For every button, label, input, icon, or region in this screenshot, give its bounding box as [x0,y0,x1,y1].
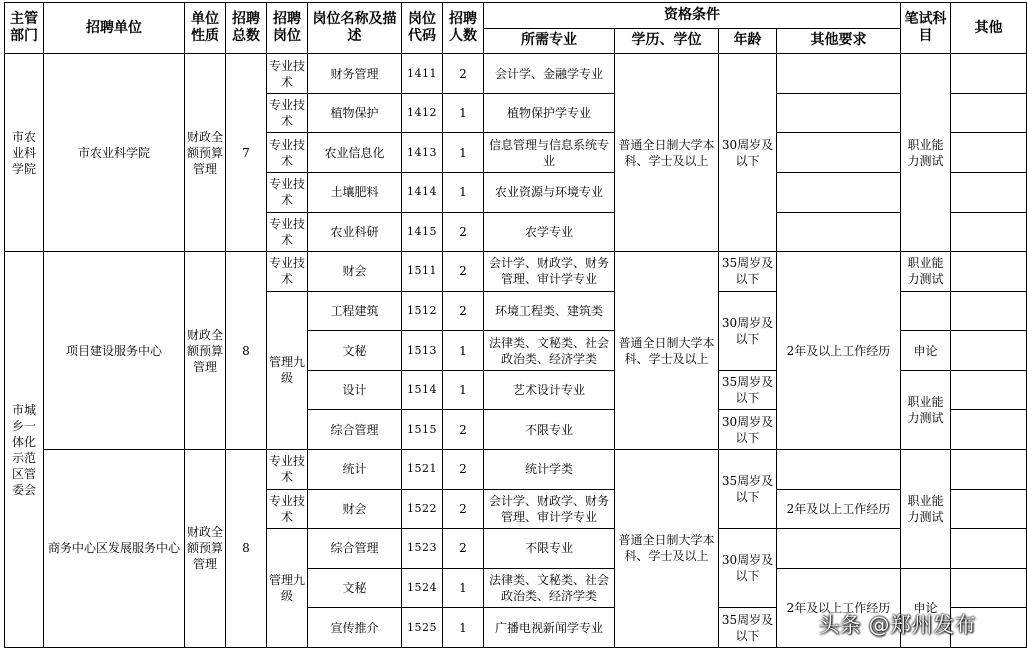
other-cell [951,133,1027,173]
age-cell: 35周岁及以下 [719,449,777,528]
major-cell: 法律类、文秘类、社会政治类、经济学类 [484,331,615,371]
age-cell: 30周岁及以下 [719,410,777,450]
total-cell: 8 [226,449,267,647]
header-nature: 单位性质 [185,3,226,54]
post-type-cell: 专业技术 [267,489,308,529]
header-count: 招聘人数 [443,3,484,54]
nature-cell: 财政全额预算管理 [185,252,226,450]
table-row [5,252,1027,292]
post-name-cell: 文秘 [308,568,402,608]
header-qualifications: 资格条件 [484,3,901,29]
count-cell: 2 [443,449,484,489]
post-name-cell: 财会 [308,489,402,529]
exam-cell: 职业能力测试 [901,252,951,292]
major-cell: 信息管理与信息系统专业 [484,133,615,173]
post-type-cell: 专业技术 [267,252,308,292]
other-req-cell: 2年及以上工作经历 [777,252,901,450]
unit-cell: 商务中心区发展服务中心 [44,449,185,647]
post-type-cell: 管理九级 [267,291,308,449]
age-cell: 35周岁及以下 [719,370,777,410]
major-cell: 不限专业 [484,529,615,569]
header-degree: 学历、学位 [615,28,719,54]
other-cell [951,529,1027,569]
major-cell: 环境工程类、建筑类 [484,291,615,331]
header-other: 其他 [951,3,1027,54]
other-req-cell [777,212,901,252]
major-cell: 法律类、文秘类、社会政治类、经济学类 [484,568,615,608]
post-code-cell: 1522 [402,489,443,529]
count-cell: 1 [443,568,484,608]
count-cell: 2 [443,212,484,252]
post-type-cell: 专业技术 [267,449,308,489]
post-code-cell: 1524 [402,568,443,608]
dept-cell: 市城乡一体化示范区管委会 [5,252,44,648]
count-cell: 2 [443,489,484,529]
header-other-req: 其他要求 [777,28,901,54]
unit-cell: 市农业科学院 [44,54,185,252]
post-code-cell: 1514 [402,370,443,410]
post-type-cell: 专业技术 [267,133,308,173]
major-cell: 植物保护学专业 [484,93,615,133]
other-req-cell [777,529,901,569]
count-cell: 1 [443,370,484,410]
post-code-cell: 1415 [402,212,443,252]
other-cell [951,93,1027,133]
exam-cell [901,291,951,331]
major-cell: 会计学、财政学、财务管理、审计学专业 [484,252,615,292]
other-cell [951,331,1027,371]
post-code-cell: 1412 [402,93,443,133]
nature-cell: 财政全额预算管理 [185,449,226,647]
header-exam: 笔试科目 [901,3,951,54]
header-post-type: 招聘岗位 [267,3,308,54]
degree-cell: 普通全日制大学本科、学士及以上 [615,252,719,450]
post-name-cell: 农业信息化 [308,133,402,173]
other-cell [951,410,1027,450]
header-unit: 招聘单位 [44,3,185,54]
header-age: 年龄 [719,28,777,54]
header-dept: 主管部门 [5,3,44,54]
post-code-cell: 1413 [402,133,443,173]
other-cell [951,568,1027,608]
other-req-cell [777,173,901,213]
count-cell: 2 [443,529,484,569]
degree-cell: 普通全日制大学本科、学士及以上 [615,449,719,647]
post-name-cell: 植物保护 [308,93,402,133]
other-cell [951,173,1027,213]
major-cell: 艺术设计专业 [484,370,615,410]
count-cell: 2 [443,54,484,94]
header-major: 所需专业 [484,28,615,54]
header-row-1 [5,3,1027,29]
age-cell: 35周岁及以下 [719,252,777,292]
exam-cell: 职业能力测试 [901,54,951,252]
count-cell: 2 [443,291,484,331]
post-code-cell: 1521 [402,449,443,489]
other-req-cell [777,449,901,489]
other-req-cell [777,133,901,173]
other-cell [951,252,1027,292]
count-cell: 2 [443,410,484,450]
other-cell [951,54,1027,94]
major-cell: 农业资源与环境专业 [484,173,615,213]
exam-cell: 申论 [901,568,951,647]
post-type-cell: 专业技术 [267,93,308,133]
recruitment-table [4,2,1027,648]
major-cell: 广播电视新闻学专业 [484,608,615,648]
post-name-cell: 土壤肥料 [308,173,402,213]
other-cell [951,449,1027,489]
post-name-cell: 设计 [308,370,402,410]
header-post-code: 岗位代码 [402,3,443,54]
other-cell [951,370,1027,410]
total-cell: 8 [226,252,267,450]
major-cell: 会计学、财政学、财务管理、审计学专业 [484,489,615,529]
post-type-cell: 专业技术 [267,173,308,213]
post-name-cell: 综合管理 [308,410,402,450]
nature-cell: 财政全额预算管理 [185,54,226,252]
other-req-cell: 2年及以上工作经历 [777,568,901,647]
age-cell: 35周岁及以下 [719,608,777,648]
major-cell: 农学专业 [484,212,615,252]
exam-cell: 职业能力测试 [901,449,951,568]
post-name-cell: 财会 [308,252,402,292]
other-req-cell [777,54,901,94]
table-row [5,54,1027,94]
post-code-cell: 1523 [402,529,443,569]
major-cell: 不限专业 [484,410,615,450]
post-name-cell: 财务管理 [308,54,402,94]
age-cell: 30周岁及以下 [719,529,777,608]
age-cell: 30周岁及以下 [719,291,777,370]
age-cell: 30周岁及以下 [719,54,777,252]
table-row [5,449,1027,489]
post-name-cell: 文秘 [308,331,402,371]
exam-cell: 职业能力测试 [901,370,951,449]
exam-cell: 申论 [901,331,951,371]
post-name-cell: 综合管理 [308,529,402,569]
total-cell: 7 [226,54,267,252]
count-cell: 1 [443,173,484,213]
other-cell [951,212,1027,252]
post-name-cell: 统计 [308,449,402,489]
other-req-cell: 2年及以上工作经历 [777,489,901,529]
count-cell: 1 [443,331,484,371]
other-cell [951,291,1027,331]
count-cell: 1 [443,93,484,133]
post-type-cell: 管理九级 [267,529,308,648]
watermark: 头条 @郑州发布 [818,613,976,637]
header-post-name: 岗位名称及描述 [308,3,402,54]
post-code-cell: 1414 [402,173,443,213]
major-cell: 统计学类 [484,449,615,489]
post-code-cell: 1511 [402,252,443,292]
post-name-cell: 宣传推介 [308,608,402,648]
post-code-cell: 1411 [402,54,443,94]
degree-cell: 普通全日制大学本科、学士及以上 [615,54,719,252]
post-code-cell: 1525 [402,608,443,648]
post-type-cell: 专业技术 [267,54,308,94]
post-code-cell: 1512 [402,291,443,331]
count-cell: 2 [443,252,484,292]
post-code-cell: 1515 [402,410,443,450]
unit-cell: 项目建设服务中心 [44,252,185,450]
post-code-cell: 1513 [402,331,443,371]
count-cell: 1 [443,608,484,648]
post-type-cell: 专业技术 [267,212,308,252]
count-cell: 1 [443,133,484,173]
major-cell: 会计学、金融学专业 [484,54,615,94]
other-cell [951,489,1027,529]
post-name-cell: 工程建筑 [308,291,402,331]
header-total: 招聘总数 [226,3,267,54]
other-req-cell [777,93,901,133]
post-name-cell: 农业科研 [308,212,402,252]
recruitment-table-page [4,2,1003,648]
dept-cell: 市农业科学院 [5,54,44,252]
